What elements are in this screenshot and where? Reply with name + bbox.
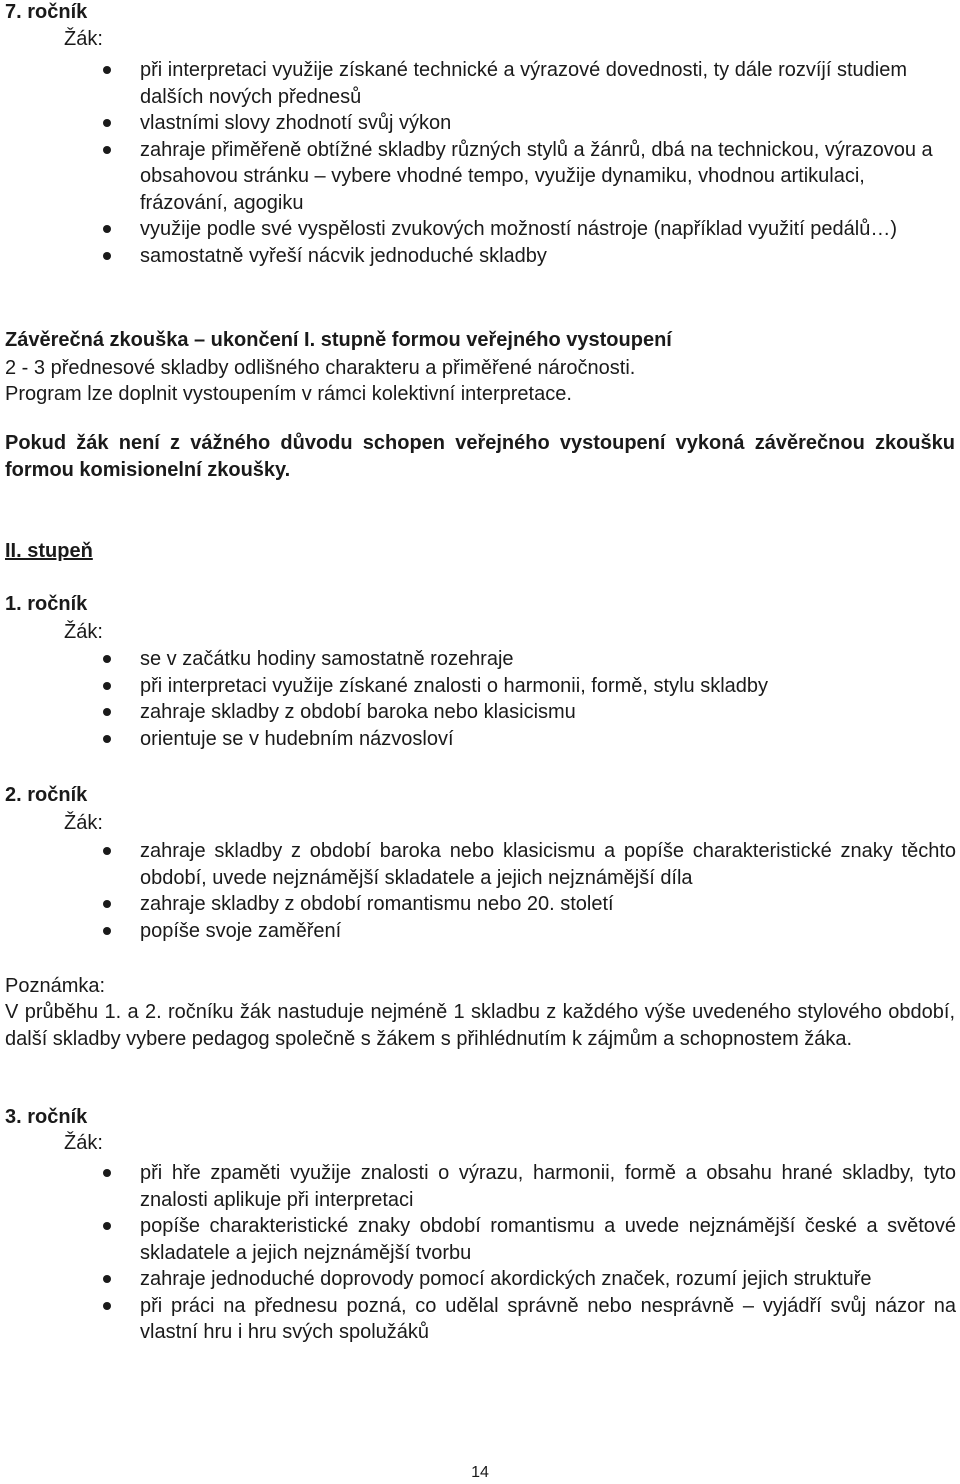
- list-item: [0, 699, 960, 726]
- list-item-text: využije podle své vyspělosti zvukových možností nástroje (například využití pedálů…): [140, 218, 898, 240]
- grade2-list: [0, 838, 960, 944]
- list-item: [0, 726, 960, 753]
- note-text: V průběhu 1. a 2. ročníku žák nastuduje nejméně 1 skladbu z každého výše uvedeného stylového období, další skladby vybere pedagog společně s žákem s přihlédnutím k zájmům a schopnostem žáka.: [5, 1001, 955, 1050]
- bullet-icon: [103, 1302, 111, 1310]
- final-exam-note: Pokud žák není z vážného důvodu schopen veřejného vystoupení vykoná závěrečnou zkoušku formou komisionelní zkoušky.: [5, 432, 955, 481]
- bullet-icon: [103, 252, 111, 260]
- bullet-icon: [103, 927, 111, 935]
- bullet-icon: [103, 66, 111, 74]
- list-item: [0, 838, 960, 891]
- list-item: [0, 57, 960, 110]
- list-item: [0, 646, 960, 673]
- page-number: 14: [471, 1464, 489, 1481]
- bullet-icon: [103, 1275, 111, 1283]
- note-label: Poznámka:: [5, 975, 106, 997]
- list-item: [0, 918, 960, 945]
- list-item: [0, 110, 960, 137]
- bullet-icon: [103, 225, 111, 233]
- final-exam-title: Závěrečná zkouška – ukončení I. stupně formou veřejného vystoupení: [5, 329, 672, 351]
- bullet-icon: [103, 847, 111, 855]
- list-item-text: se v začátku hodiny samostatně rozehraje: [140, 648, 514, 670]
- list-item-text: zahraje přiměřeně obtížné skladby různých stylů a žánrů, dbá na technickou, výrazovou a obsahovou stránku – vybere vhodné tempo, využije dynamiku, vhodnou artikulaci, frázování, agogiku: [140, 138, 933, 214]
- list-item-text: při interpretaci využije získané technické a výrazové dovednosti, ty dále rozvíjí studiem dalších nových přednesů: [140, 59, 908, 108]
- grade3-list: [0, 1160, 960, 1346]
- bullet-icon: [103, 146, 111, 154]
- bullet-icon: [103, 1222, 111, 1230]
- grade1-list: [0, 646, 960, 752]
- list-item-text: při hře zpaměti využije znalosti o výrazu, harmonii, formě a obsahu hrané skladby, tyto znalosti aplikuje při interpretaci: [140, 1162, 956, 1211]
- grade2-zak-label: Žák:: [64, 812, 103, 834]
- grade1-heading: 1. ročník: [5, 593, 88, 615]
- list-item-text: při práci na přednesu pozná, co udělal správně nebo nesprávně – vyjádří svůj názor na vlastní hru i hru svých spolužáků: [140, 1294, 956, 1343]
- grade3-heading: 3. ročník: [5, 1106, 88, 1128]
- bullet-icon: [103, 1169, 111, 1177]
- list-item-text: popíše svoje zaměření: [140, 919, 342, 942]
- list-item: [0, 1266, 960, 1293]
- grade1-zak-label: Žák:: [64, 621, 103, 643]
- final-exam-line-1: 2 - 3 přednesové skladby odlišného charakteru a přiměřené náročnosti.: [5, 357, 636, 379]
- list-item: [0, 137, 960, 217]
- list-item-text: zahraje skladby z období romantismu nebo 20. století: [140, 893, 614, 915]
- bullet-icon: [103, 900, 111, 908]
- list-item-text: popíše charakteristické znaky období romantismu a uvede nejznámější české a světové skladatele a jejich nejznámější tvorbu: [140, 1215, 956, 1264]
- list-item-text: vlastními slovy zhodnotí svůj výkon: [140, 112, 452, 134]
- list-item-text: zahraje jednoduché doprovody pomocí akordických značek, rozumí jejich struktuře: [140, 1268, 872, 1290]
- stage2-heading: II. stupeň: [5, 540, 93, 562]
- list-item-text: zahraje skladby z období baroka nebo klasicismu a popíše charakteristické znaky těchto období, uvede nejznámější skladatele a jejich nejznámější díla: [140, 840, 956, 889]
- grade7-heading: 7. ročník: [5, 1, 88, 23]
- final-exam-line-2: Program lze doplnit vystoupením v rámci kolektivní interpretace.: [5, 383, 572, 405]
- list-item: [0, 243, 960, 270]
- list-item-text: zahraje skladby z období baroka nebo klasicismu: [140, 701, 576, 723]
- grade7-zak-label: Žák:: [64, 28, 103, 50]
- grade3-zak-label: Žák:: [64, 1132, 103, 1154]
- list-item: [0, 1293, 960, 1346]
- bullet-icon: [103, 119, 111, 127]
- list-item-text: při interpretaci využije získané znalosti o harmonii, formě, stylu skladby: [140, 674, 769, 697]
- bullet-icon: [103, 655, 111, 663]
- bullet-icon: [103, 682, 111, 690]
- list-item: [0, 216, 960, 243]
- list-item-text: samostatně vyřeší nácvik jednoduché skladby: [140, 244, 547, 267]
- grade7-list: [0, 57, 960, 269]
- list-item: [0, 1160, 960, 1213]
- list-item: [0, 673, 960, 700]
- grade2-heading: 2. ročník: [5, 784, 88, 806]
- bullet-icon: [103, 735, 111, 743]
- list-item-text: orientuje se v hudebním názvosloví: [140, 727, 454, 750]
- list-item: [0, 1213, 960, 1266]
- bullet-icon: [103, 708, 111, 716]
- list-item: [0, 891, 960, 918]
